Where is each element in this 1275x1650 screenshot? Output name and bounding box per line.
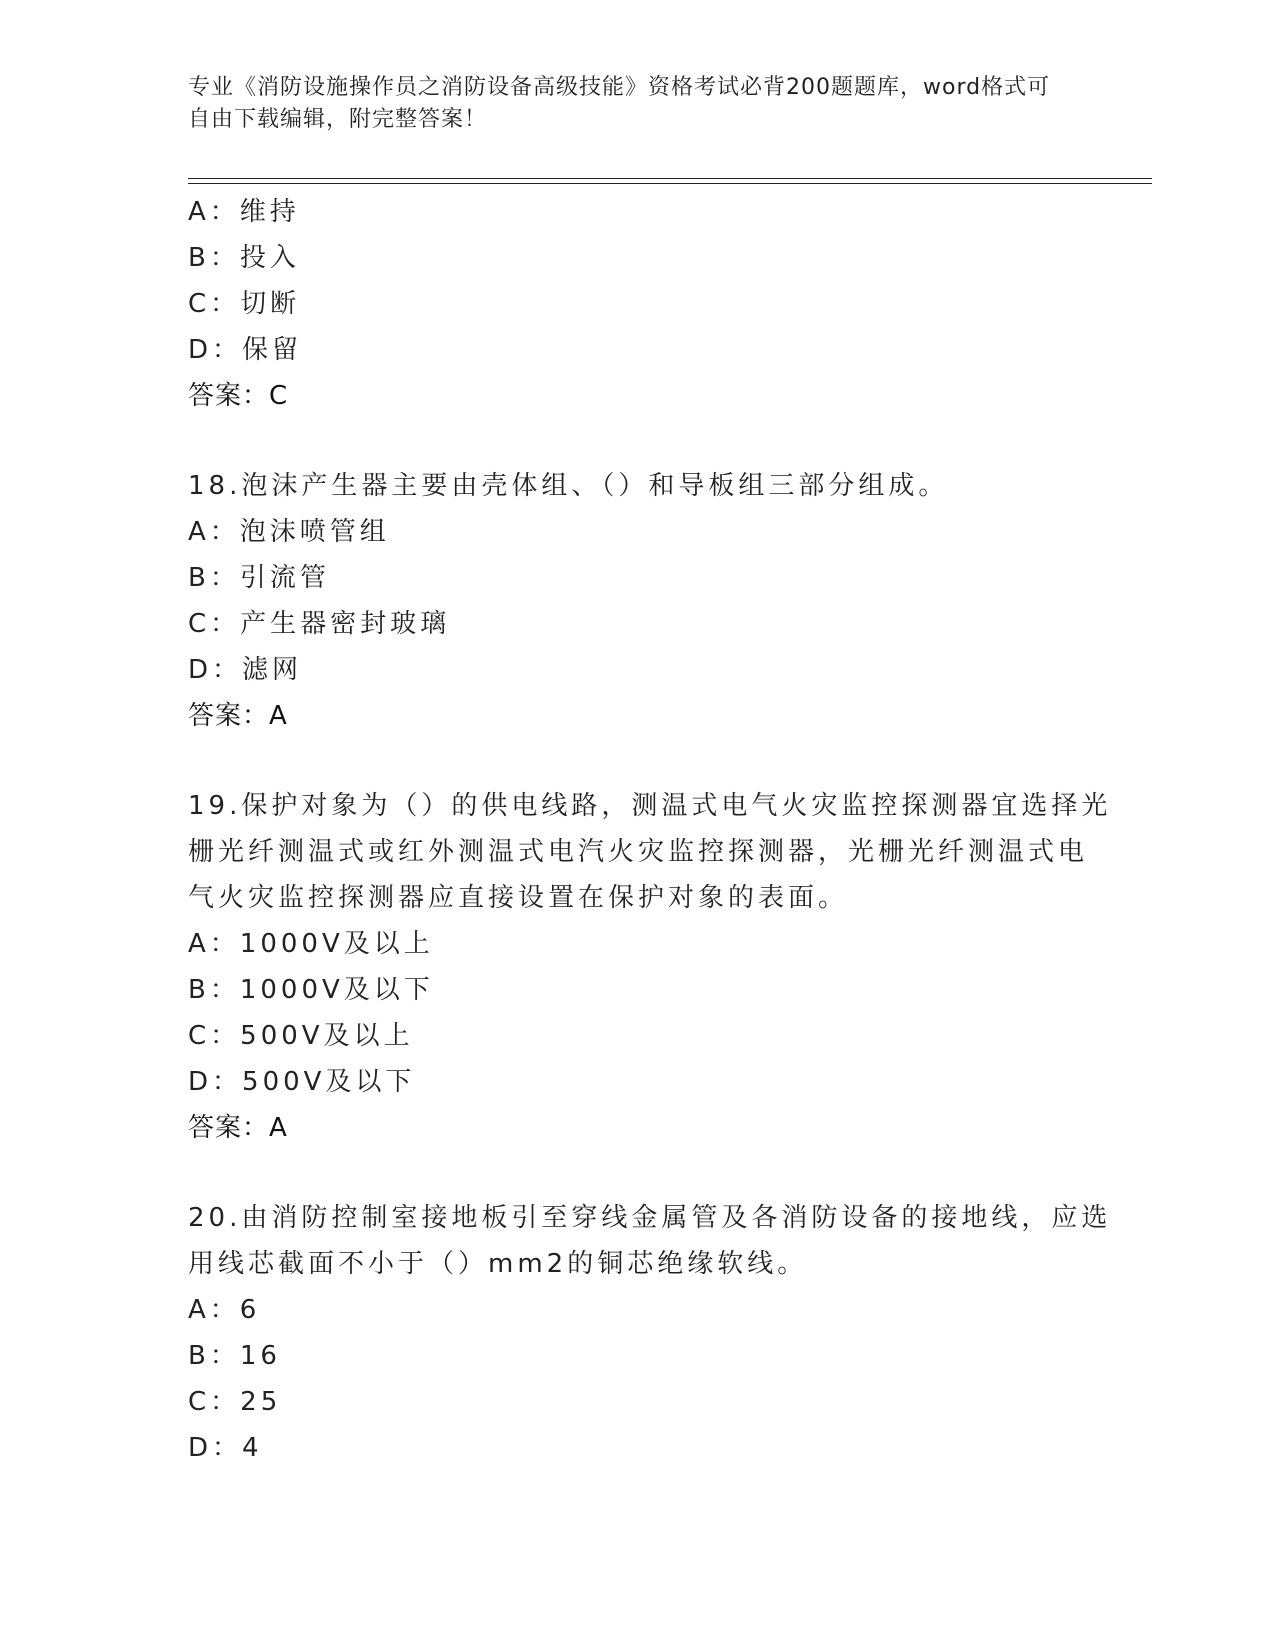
question-stem-line-2: 栅光纤测温式或红外测温式电汽火灾监控探测器，光栅光纤测温式电 (188, 837, 1089, 867)
document-header: 专业《消防设施操作员之消防设备高级技能》资格考试必背200题题库，word格式可自由下载编辑，附完整答案！ (188, 75, 1051, 132)
option-d: D：500V及以下 (188, 1067, 416, 1097)
question-stem-line-1: 19.保护对象为（）的供电线路，测温式电气火灾监控探测器宜选择光 (188, 791, 1112, 821)
option-a: A：维持 (188, 197, 300, 227)
option-d: D：滤网 (188, 655, 303, 685)
option-c: C：25 (188, 1387, 282, 1417)
question-stem-line-3: 气火灾监控探测器应直接设置在保护对象的表面。 (188, 883, 849, 913)
option-d: D：保留 (188, 335, 303, 365)
question-stem: 18.泡沫产生器主要由壳体组、（）和导板组三部分组成。 (188, 471, 949, 501)
answer: 答案：A (188, 1113, 288, 1143)
question-20 (188, 1195, 1112, 1471)
question-19 (188, 783, 1112, 1151)
option-b: B：1000V及以下 (188, 975, 434, 1005)
question-18 (188, 463, 1088, 739)
option-b: B：16 (188, 1341, 281, 1371)
option-b: B：投入 (188, 243, 300, 273)
answer: 答案：A (188, 701, 288, 731)
option-c: C：500V及以上 (188, 1021, 414, 1051)
header-divider-top (188, 178, 1152, 179)
question-stem-line-2: 用线芯截面不小于（）mm2的铜芯绝缘软线。 (188, 1249, 808, 1279)
question-stem-line-1: 20.由消防控制室接地板引至穿线金属管及各消防设备的接地线，应选 (188, 1203, 1112, 1233)
option-c: C：产生器密封玻璃 (188, 609, 451, 639)
question-17 (188, 189, 1088, 419)
option-d: D：4 (188, 1433, 263, 1463)
question-list (188, 189, 1112, 1471)
option-c: C：切断 (188, 289, 301, 319)
header-divider-bottom (188, 183, 1152, 184)
option-b: B：引流管 (188, 563, 330, 593)
option-a: A：泡沫喷管组 (188, 517, 390, 547)
option-a: A：1000V及以上 (188, 929, 434, 959)
answer: 答案：C (188, 381, 289, 411)
option-a: A：6 (188, 1295, 261, 1325)
